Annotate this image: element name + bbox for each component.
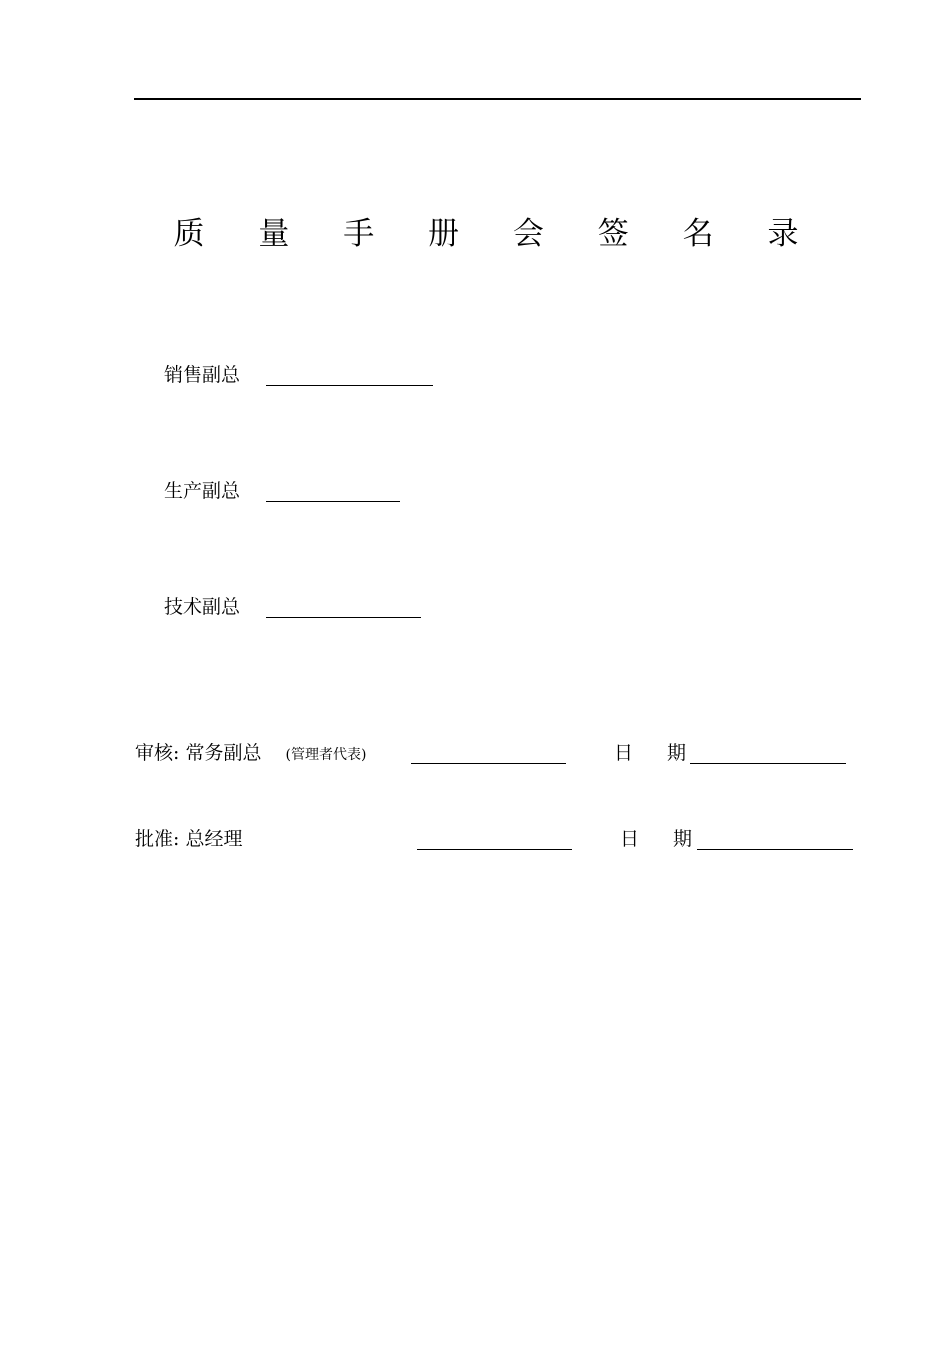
technical-vp-label: 技术副总 bbox=[164, 596, 241, 618]
review-note: (管理者代表) bbox=[285, 747, 367, 763]
approve-role: 总经理 bbox=[185, 828, 243, 850]
technical-vp-signature-line[interactable] bbox=[266, 617, 421, 618]
review-label bbox=[135, 740, 366, 768]
sales-vp-signature-line[interactable] bbox=[266, 385, 433, 386]
approve-date-char2: 期 bbox=[673, 828, 693, 850]
review-date-char1: 日 bbox=[614, 742, 634, 764]
production-vp-signature-line[interactable] bbox=[266, 501, 400, 502]
review-date-line[interactable] bbox=[690, 763, 846, 764]
review-role: 常务副总 bbox=[185, 742, 262, 764]
approve-prefix: 批准: bbox=[135, 828, 180, 850]
production-vp-label: 生产副总 bbox=[164, 480, 241, 502]
header-rule bbox=[134, 98, 861, 100]
approve-date-line[interactable] bbox=[697, 849, 853, 850]
approve-date-char1: 日 bbox=[620, 828, 640, 850]
review-prefix: 审核: bbox=[135, 742, 180, 764]
approve-label bbox=[135, 826, 242, 852]
approve-date-label bbox=[620, 826, 692, 852]
review-date-char2: 期 bbox=[667, 742, 687, 764]
document-title: 质 量 手 册 会 签 名 录 bbox=[173, 216, 821, 252]
approve-signature-line[interactable] bbox=[417, 849, 572, 850]
review-signature-line[interactable] bbox=[411, 763, 566, 764]
review-date-label bbox=[614, 740, 686, 766]
sales-vp-label: 销售副总 bbox=[164, 364, 241, 386]
